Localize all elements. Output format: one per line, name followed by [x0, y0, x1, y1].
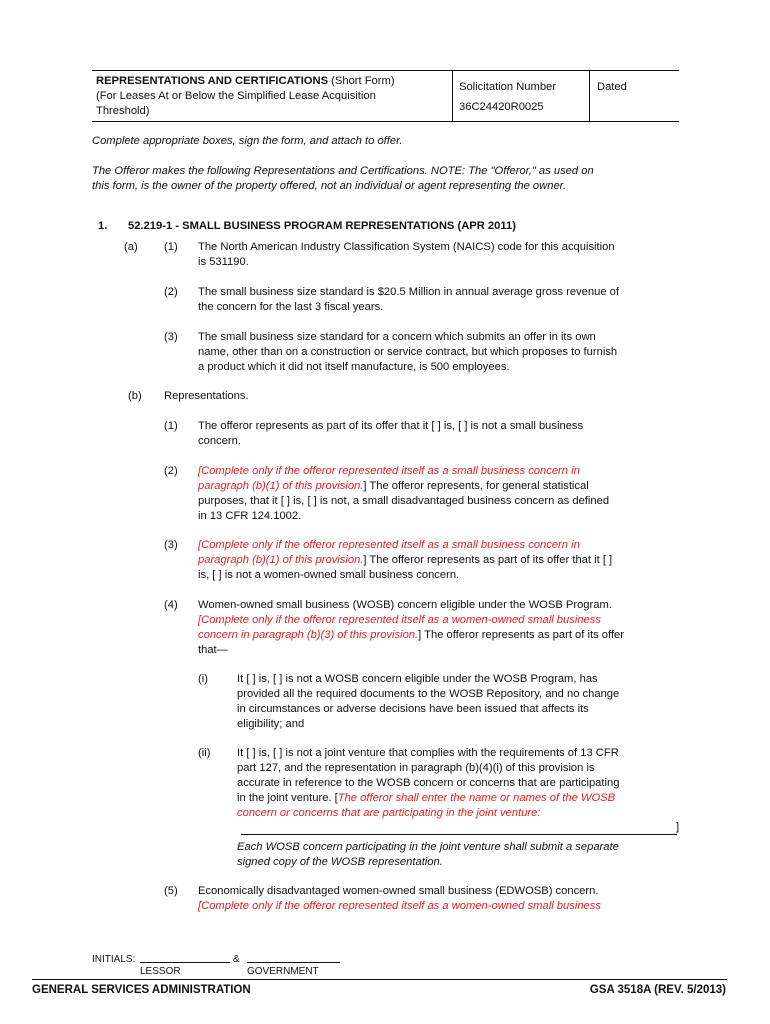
item-number: (4)	[164, 599, 178, 611]
wosb-eligibility-paragraph: It [ ] is, [ ] is not a WOSB concern eligible under the WOSB Program, has provided all the required documents to the WOSB Repository, and no change in circumstances or adverse decisions have been issued that affects its eligibility; and	[237, 673, 620, 730]
item-number: (1)	[164, 241, 178, 253]
instructions-text: Complete appropriate boxes, sign the form, and attach to offer.	[92, 135, 403, 147]
item-number: (2)	[164, 465, 178, 477]
paragraph-a-label: (a)	[124, 241, 138, 253]
form-id: GSA 3518A (REV. 5/2013)	[589, 984, 726, 996]
solicitation-number: 36C24420R0025	[459, 101, 544, 113]
edwosb-paragraph: Economically disadvantaged women-owned small business (EDWOSB) concern. [Complete only if the offeror represented itself as a women-owned small business	[198, 885, 601, 912]
government-initials-field[interactable]	[247, 962, 340, 963]
lessor-initials-field[interactable]	[140, 962, 230, 963]
form-subtitle-line2: Threshold)	[96, 105, 150, 117]
wosb-representation: Women-owned small business (WOSB) concern eligible under the WOSB Program. [Complete only if the offeror represented itself as a women-owned small business concern in paragraph (b)(3) of this provision.] The offeror represents as part of its offer that—	[198, 599, 624, 656]
ampersand: &	[233, 954, 240, 965]
initials-label: INITIALS:	[92, 954, 136, 965]
header-divider	[452, 71, 453, 121]
section-title: 52.219-1 - SMALL BUSINESS PROGRAM REPRESENTATIONS (APR 2011)	[128, 220, 516, 232]
joint-venture-note: Each WOSB concern participating in the joint venture shall submit a separate signed copy of the WOSB representation.	[237, 841, 619, 868]
closing-bracket: ]	[676, 821, 680, 833]
item-number: (5)	[164, 885, 178, 897]
item-number: (2)	[164, 286, 178, 298]
government-label: GOVERNMENT	[247, 966, 319, 977]
women-owned-representation: [Complete only if the offeror represented itself as a small business concern in paragraph (b)(1) of this provision.] The offeror represents as part of its offer that it [ ] is, [ ] is not a women-owned small business concern.	[198, 539, 613, 581]
offeror-note: The Offeror makes the following Representations and Certifications. NOTE: The "Offeror," as used on this form, is the owner of the property offered, not an individual or agent representing the owner.	[92, 165, 594, 192]
subitem-number: (i)	[198, 673, 208, 685]
form-title: REPRESENTATIONS AND CERTIFICATIONS	[96, 75, 329, 87]
section-number: 1.	[98, 220, 108, 232]
form-subtitle-line1: (For Leases At or Below the Simplified Lease Acquisition	[96, 90, 376, 102]
joint-venture-paragraph: It [ ] is, [ ] is not a joint venture that complies with the requirements of 13 CFR part 127, and the representation in paragraph (b)(4)(i) of this provision is accurate in reference to the WOSB concern or concerns that are participating in the joint venture. [The offeror shall enter the name or names of the WOSB concern or concerns that are participating in the joint venture:	[237, 747, 620, 819]
subitem-number: (ii)	[198, 747, 211, 759]
solicitation-cell	[459, 80, 589, 130]
joint-venture-name-field[interactable]	[241, 834, 677, 835]
footer-rule	[32, 979, 727, 980]
employee-standard-paragraph: The small business size standard for a concern which submits an offer in its own name, other than on a construction or service contract, but which proposes to furnish a product which it did not itself manufacture, is 500 employees.	[198, 331, 618, 373]
form-title-cell	[96, 74, 446, 124]
item-number: (3)	[164, 331, 178, 343]
item-number: (1)	[164, 420, 178, 432]
solicitation-label: Solicitation Number	[459, 81, 557, 93]
agency-name: GENERAL SERVICES ADMINISTRATION	[32, 984, 251, 996]
lessor-label: LESSOR	[140, 966, 181, 977]
form-title-suffix: (Short Form)	[328, 75, 395, 87]
header-divider	[589, 71, 590, 121]
disadvantaged-business-representation: [Complete only if the offeror represented itself as a small business concern in paragraph (b)(1) of this provision.] The offeror represents, for general statistical purposes, that it [ ] is, [ ] is not, a small disadvantaged business concern as defined in 13 CFR 124.1002.	[198, 465, 610, 522]
paragraph-b-label: (b)	[128, 390, 142, 402]
dated-cell	[597, 80, 677, 130]
representations-heading: Representations.	[164, 390, 249, 402]
header-table	[92, 70, 679, 122]
size-standard-paragraph: The small business size standard is $20.5 Million in annual average gross revenue of the concern for the last 3 fiscal years.	[198, 286, 620, 313]
item-number: (3)	[164, 539, 178, 551]
small-business-representation: The offeror represents as part of its offer that it [ ] is, [ ] is not a small business concern.	[198, 420, 584, 447]
naics-paragraph: The North American Industry Classification System (NAICS) code for this acquisition is 531190.	[198, 241, 615, 268]
dated-label: Dated	[597, 81, 627, 93]
